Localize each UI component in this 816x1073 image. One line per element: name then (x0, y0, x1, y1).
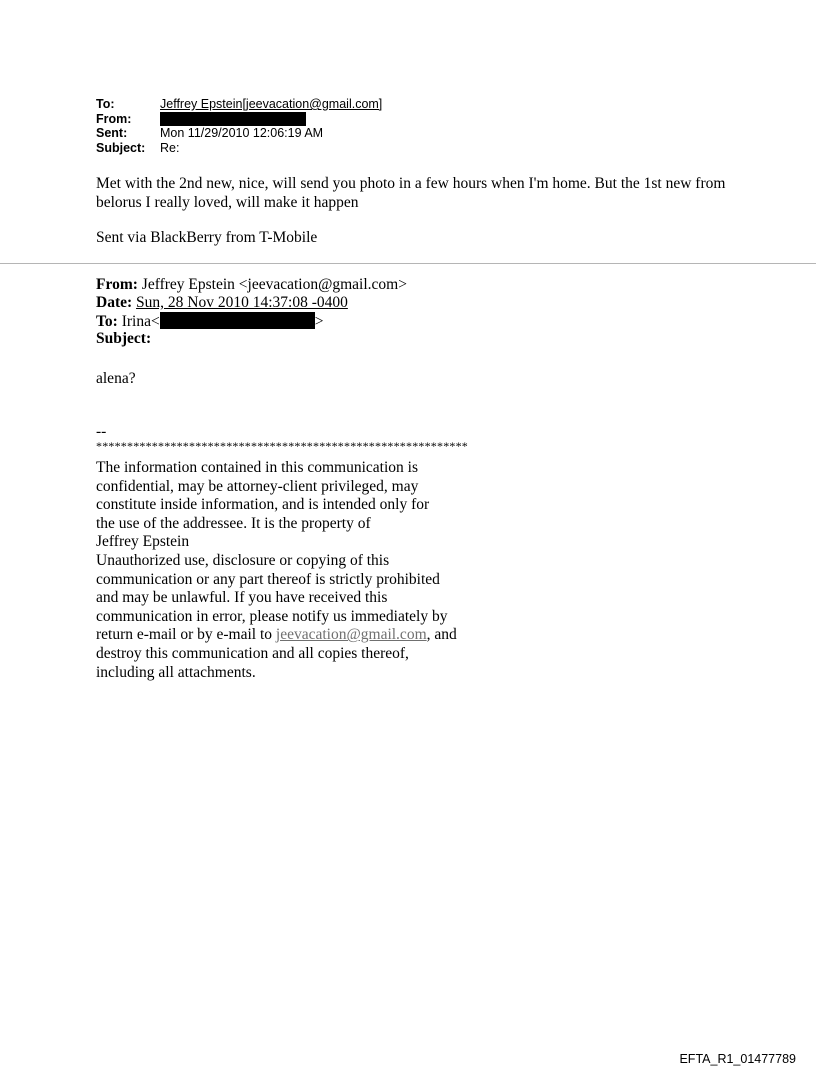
quoted-subject-row (96, 330, 407, 348)
sent-row (96, 126, 382, 141)
asterisk-separator: ************************************************************ (96, 439, 468, 453)
to-value: Jeffrey Epstein[jeevacation@gmail.com] (160, 97, 383, 111)
divider (0, 263, 816, 264)
quoted-from-row (96, 276, 407, 294)
disclaimer-line: constitute inside information, and is intended only for (96, 496, 430, 514)
subject-value: Re: (160, 140, 180, 155)
email-header (96, 97, 382, 155)
disclaimer-line (96, 626, 496, 645)
to-row (96, 97, 382, 112)
disclaimer-line: The information contained in this communication is (96, 459, 418, 476)
confidentiality-disclaimer (96, 459, 496, 682)
quoted-header (96, 276, 407, 348)
disclaimer-line: and may be unlawful. If you have received this (96, 589, 388, 607)
quoted-date-label: Date: (96, 294, 133, 311)
message-body: Met with the 2nd new, nice, will send you photo in a few hours when I'm home. But the 1st new from belorus I really loved, will make it happen (96, 175, 726, 211)
disclaimer-line: Unauthorized use, disclosure or copying of this (96, 551, 390, 569)
message-signature: Sent via BlackBerry from T-Mobile (96, 229, 318, 246)
redaction-block (160, 112, 306, 126)
disclaimer-text: , and (426, 626, 457, 644)
from-row (96, 112, 382, 127)
disclaimer-line: Jeffrey Epstein (96, 533, 190, 551)
quoted-date-row (96, 294, 407, 312)
disclaimer-text: return e-mail or by e-mail to (96, 626, 276, 644)
quoted-to-suffix: > (314, 313, 324, 330)
disclaimer-line: the use of the addressee. It is the property of (96, 514, 371, 532)
signature-separator: -- (96, 423, 107, 440)
redaction-block (160, 312, 315, 329)
to-label: To: (96, 97, 115, 111)
quoted-to-label: To: (96, 313, 118, 330)
quoted-date-value: Sun, 28 Nov 2010 14:37:08 -0400 (136, 294, 348, 311)
subject-row (96, 141, 382, 156)
subject-label: Subject: (96, 140, 146, 155)
disclaimer-line: confidential, may be attorney-client privileged, may (96, 477, 419, 495)
disclaimer-line: including all attachments. (96, 663, 256, 681)
sent-label: Sent: (96, 126, 128, 140)
quoted-to-prefix: Irina< (121, 313, 160, 330)
email-link[interactable]: jeevacation@gmail.com (275, 626, 427, 644)
from-label: From: (96, 111, 132, 126)
quoted-from-label: From: (96, 276, 138, 293)
disclaimer-line: communication or any part thereof is strictly prohibited (96, 570, 440, 588)
disclaimer-line: communication in error, please notify us immediately by (96, 607, 448, 625)
disclaimer-line: destroy this communication and all copies thereof, (96, 644, 409, 662)
sent-value: Mon 11/29/2010 12:06:19 AM (160, 126, 324, 140)
quoted-message: alena? (96, 370, 136, 387)
quoted-subject-label: Subject: (96, 330, 152, 347)
quoted-from-value: Jeffrey Epstein <jeevacation@gmail.com> (141, 276, 407, 293)
quoted-to-row (96, 312, 407, 330)
document-id: EFTA_R1_01477789 (679, 1052, 796, 1066)
